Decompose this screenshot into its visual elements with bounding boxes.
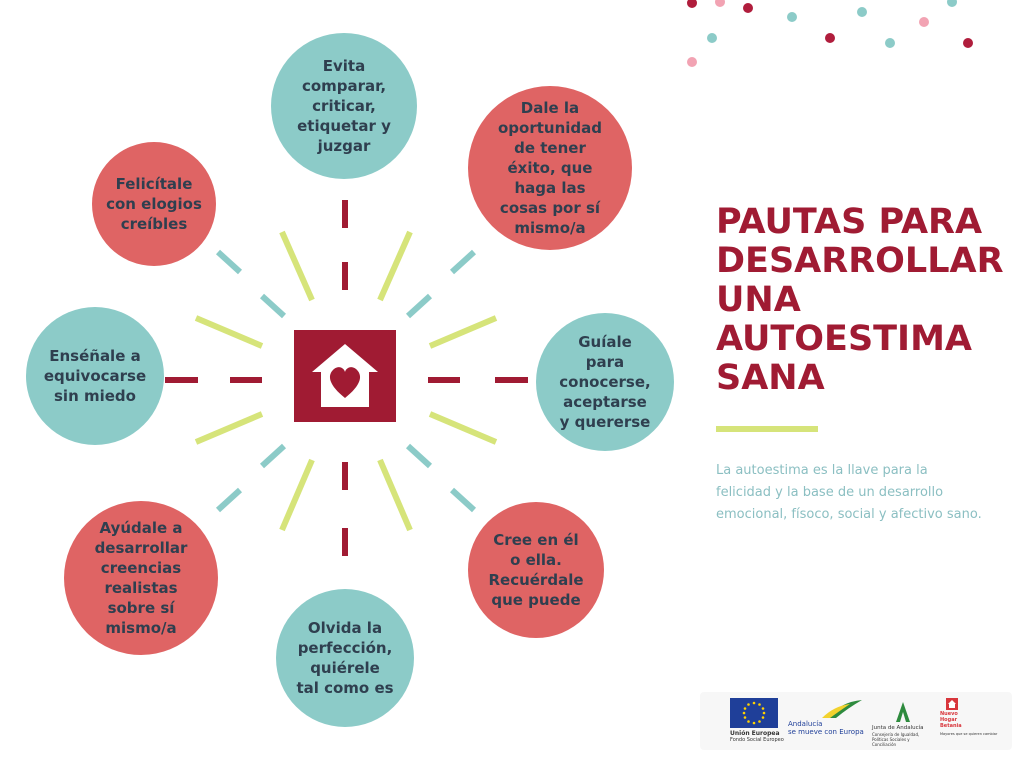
tip-circle-bottom-left xyxy=(64,501,218,655)
tip-circle-top-left xyxy=(92,142,216,266)
page-title: PAUTAS PARA DESARROLLAR UNA AUTOESTIMA SANA xyxy=(716,202,1004,398)
tip-text: Evita comparar, criticar, etiquetar y juzgar xyxy=(297,57,391,155)
tip-text: Olvida la perfección, quiérele tal como es xyxy=(296,619,394,697)
dot xyxy=(687,0,697,8)
dot xyxy=(963,38,973,48)
ray-lime xyxy=(196,414,262,442)
eu-label: Unión Europea xyxy=(730,730,780,737)
ray-lime xyxy=(380,460,410,530)
ray-teal xyxy=(408,446,430,466)
flag-swoosh-icon xyxy=(788,698,864,720)
eu-logo xyxy=(730,698,784,744)
ray-teal xyxy=(452,252,474,272)
sponsor-logos xyxy=(700,692,1012,750)
tip-text: Cree en él o ella. Recuérdale que puede xyxy=(488,531,584,609)
tip-text: Dale la oportunidad de tener éxito, que haga las cosas por sí mismo/a xyxy=(497,99,602,237)
dot xyxy=(919,17,929,27)
ray-teal xyxy=(218,490,240,510)
junta-emblem-icon xyxy=(872,698,934,724)
dot xyxy=(885,38,895,48)
ray-teal xyxy=(452,490,474,510)
nhd-label: Nuevo Hogar Betania xyxy=(940,711,962,729)
junta-sublabel: Consejería de Igualdad, Políticas Sociales y Conciliación xyxy=(872,732,920,747)
eu-sublabel: Fondo Social Europeo xyxy=(730,737,784,743)
tip-circle-left xyxy=(26,307,164,445)
junta-label: Junta de Andalucía xyxy=(872,725,924,731)
dot xyxy=(707,33,717,43)
tip-text: Enséñale a equivocarse sin miedo xyxy=(43,347,147,405)
dot xyxy=(687,57,697,67)
dot xyxy=(825,33,835,43)
ray-teal xyxy=(262,446,284,466)
title-divider xyxy=(716,426,818,432)
dot xyxy=(715,0,725,7)
ray-lime xyxy=(380,232,410,300)
house-icon xyxy=(946,698,958,710)
decorative-dots xyxy=(687,0,973,67)
ray-lime xyxy=(430,414,496,442)
eu-flag-icon xyxy=(730,698,778,728)
tip-circle-bottom-right xyxy=(468,502,604,638)
ray-lime xyxy=(196,318,262,346)
ray-lime xyxy=(282,460,312,530)
tip-text: Guíale para conocerse, aceptarse y quererse xyxy=(559,333,651,431)
ray-teal xyxy=(408,296,430,316)
ray-lime xyxy=(282,232,312,300)
andalucia-label: Andalucía se mueve con Europa xyxy=(788,720,864,736)
tip-circle-bottom xyxy=(276,589,414,727)
ray-teal xyxy=(218,252,240,272)
dot xyxy=(787,12,797,22)
ray-lime xyxy=(430,318,496,346)
nuevo-hogar-betania-logo xyxy=(940,698,1000,744)
tip-text: Ayúdale a desarrollar creencias realistas sobre sí mismo/a xyxy=(94,519,188,637)
dot xyxy=(743,3,753,13)
description: La autoestima es la llave para la felicidad y la base de un desarrollo emocional, físoco, social y afectivo sano. xyxy=(716,463,982,522)
andalucia-europa-logo xyxy=(788,698,864,744)
tip-circle-top xyxy=(271,33,417,179)
ray-teal xyxy=(262,296,284,316)
house-heart-icon xyxy=(294,330,396,422)
dot xyxy=(947,0,957,7)
dot xyxy=(857,7,867,17)
nhd-sublabel: Mayores que se quieren cambiar xyxy=(940,732,998,736)
junta-andalucia-logo xyxy=(872,698,934,747)
tip-text: Felicítale con elogios creíbles xyxy=(106,175,202,233)
tip-circle-top-right xyxy=(468,86,632,250)
tip-circle-right xyxy=(536,313,674,451)
